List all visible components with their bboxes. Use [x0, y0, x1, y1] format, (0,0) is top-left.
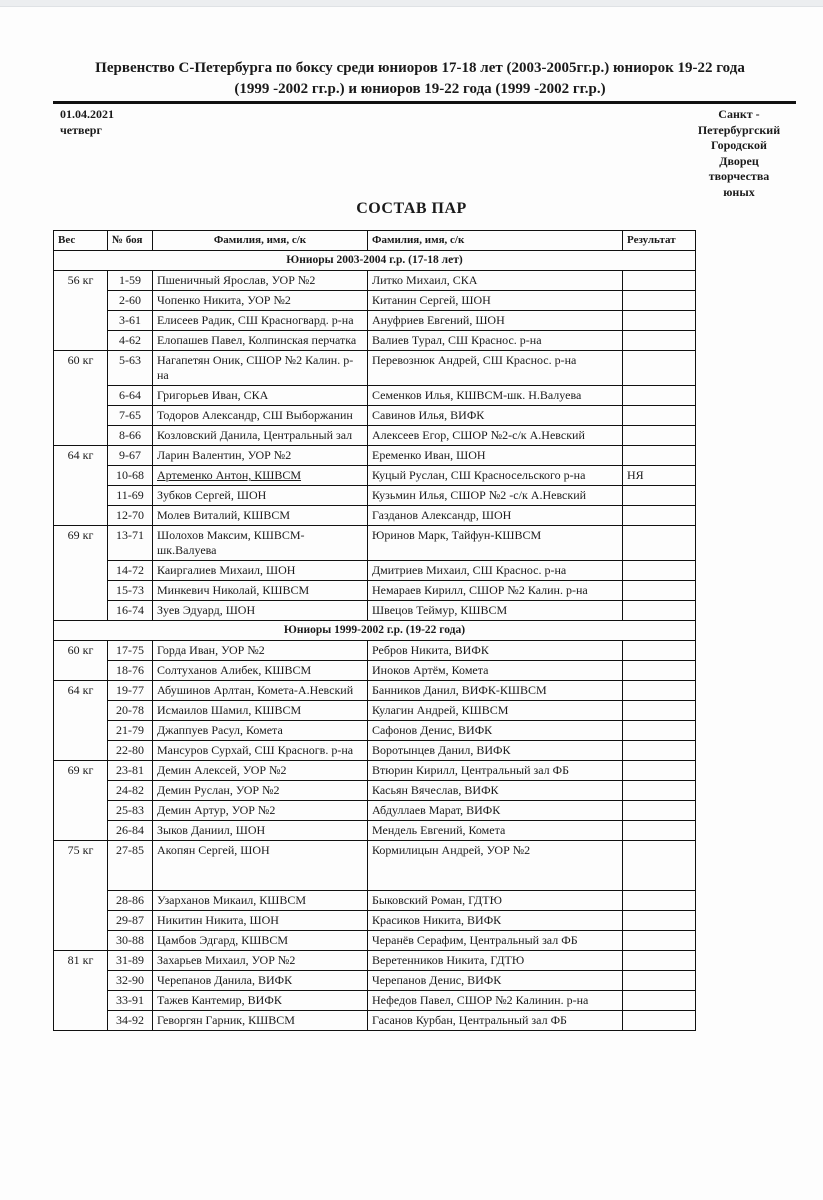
result-cell — [623, 951, 696, 971]
venue-line: Городской — [711, 138, 767, 153]
table-row — [54, 351, 696, 386]
document-title — [30, 58, 810, 100]
fighter-2-cell: Красиков Никита, ВИФК — [368, 911, 623, 931]
table-row — [54, 581, 696, 601]
table-row — [54, 741, 696, 761]
table-row — [54, 761, 696, 781]
bout-number-cell: 14-72 — [108, 561, 153, 581]
bout-number-cell: 20-78 — [108, 701, 153, 721]
weight-class-cell: 64 кг — [54, 446, 108, 526]
bout-number-cell: 7-65 — [108, 406, 153, 426]
weight-class-cell: 81 кг — [54, 951, 108, 1031]
table-row — [54, 561, 696, 581]
weight-class-cell: 60 кг — [54, 351, 108, 446]
fighter-1-cell: Артеменко Антон, КШВСМ — [153, 466, 368, 486]
result-cell — [623, 911, 696, 931]
result-cell — [623, 601, 696, 621]
table-row — [54, 506, 696, 526]
bout-number-cell: 9-67 — [108, 446, 153, 466]
weight-class-cell: 69 кг — [54, 761, 108, 841]
fighter-2-cell: Немараев Кирилл, СШОР №2 Калин. р-на — [368, 581, 623, 601]
table-row — [54, 486, 696, 506]
bout-number-cell: 30-88 — [108, 931, 153, 951]
pairs-table — [53, 230, 696, 1031]
result-cell — [623, 721, 696, 741]
fighter-1-cell: Нагапетян Оник, СШОР №2 Калин. р-на — [153, 351, 368, 386]
fighter-1-cell: Абушинов Арлтан, Комета-А.Невский — [153, 681, 368, 701]
bout-number-cell: 25-83 — [108, 801, 153, 821]
result-cell — [623, 681, 696, 701]
pairs-heading: СОСТАВ ПАР — [356, 200, 467, 217]
table-row — [54, 971, 696, 991]
weight-class-cell: 69 кг — [54, 526, 108, 621]
venue-line: творчества — [708, 169, 770, 184]
table-row — [54, 801, 696, 821]
fighter-1-cell: Солтуханов Алибек, КШВСМ — [153, 661, 368, 681]
fighter-1-cell: Узарханов Микаил, КШВСМ — [153, 891, 368, 911]
table-row — [54, 951, 696, 971]
fighter-1-cell: Чопенко Никита, УОР №2 — [153, 291, 368, 311]
result-cell — [623, 561, 696, 581]
bout-number-cell: 1-59 — [108, 271, 153, 291]
bout-number-cell: 4-62 — [108, 331, 153, 351]
bout-number-cell: 12-70 — [108, 506, 153, 526]
column-header-result: Результат — [623, 231, 696, 251]
table-row — [54, 661, 696, 681]
bout-number-cell: 6-64 — [108, 386, 153, 406]
result-cell — [623, 761, 696, 781]
result-cell — [623, 801, 696, 821]
venue-line: юных — [723, 184, 755, 199]
fighter-1-cell: Шолохов Максим, КШВСМ-шк.Валуева — [153, 526, 368, 561]
fighter-2-cell: Мендель Евгений, Комета — [368, 821, 623, 841]
table-row — [54, 931, 696, 951]
pairs-table-body — [54, 251, 696, 1031]
result-cell — [623, 641, 696, 661]
fighter-1-cell: Исмаилов Шамил, КШВСМ — [153, 701, 368, 721]
date-block — [60, 106, 114, 138]
bout-number-cell: 29-87 — [108, 911, 153, 931]
bout-number-cell: 15-73 — [108, 581, 153, 601]
header-divider — [53, 101, 796, 104]
table-row — [54, 911, 696, 931]
result-cell — [623, 1011, 696, 1031]
fighter-1-cell: Никитин Никита, ШОН — [153, 911, 368, 931]
bout-number-cell: 33-91 — [108, 991, 153, 1011]
fighter-1-cell: Тажев Кантемир, ВИФК — [153, 991, 368, 1011]
fighter-1-cell: Черепанов Данила, ВИФК — [153, 971, 368, 991]
result-cell — [623, 446, 696, 466]
fighter-2-cell: Куцый Руслан, СШ Красносельского р-на — [368, 466, 623, 486]
bout-number-cell: 23-81 — [108, 761, 153, 781]
table-row — [54, 701, 696, 721]
fighter-2-cell: Перевознюк Андрей, СШ Краснос. р-на — [368, 351, 623, 386]
bout-number-cell: 34-92 — [108, 1011, 153, 1031]
table-row — [54, 426, 696, 446]
fighter-1-cell: Мансуров Сурхай, СШ Красногв. р-на — [153, 741, 368, 761]
result-cell — [623, 271, 696, 291]
result-cell — [623, 351, 696, 386]
fighter-2-cell: Иноков Артём, Комета — [368, 661, 623, 681]
bout-number-cell: 31-89 — [108, 951, 153, 971]
bout-number-cell: 2-60 — [108, 291, 153, 311]
fighter-1-cell: Зубков Сергей, ШОН — [153, 486, 368, 506]
fighter-2-cell: Банников Данил, ВИФК-КШВСМ — [368, 681, 623, 701]
result-cell — [623, 581, 696, 601]
event-date: 01.04.2021 — [60, 107, 114, 121]
result-cell — [623, 841, 696, 891]
table-row — [54, 991, 696, 1011]
fighter-2-cell: Втюрин Кирилл, Центральный зал ФБ — [368, 761, 623, 781]
table-row — [54, 386, 696, 406]
fighter-1-cell: Каиргалиев Михаил, ШОН — [153, 561, 368, 581]
bout-number-cell: 11-69 — [108, 486, 153, 506]
fighter-1-cell: Демин Алексей, УОР №2 — [153, 761, 368, 781]
table-row — [54, 781, 696, 801]
fighter-2-cell: Кормилицын Андрей, УОР №2 — [368, 841, 623, 891]
result-cell — [623, 701, 696, 721]
table-row — [54, 681, 696, 701]
bout-number-cell: 10-68 — [108, 466, 153, 486]
bout-number-cell: 28-86 — [108, 891, 153, 911]
bout-number-cell: 26-84 — [108, 821, 153, 841]
bout-number-cell: 21-79 — [108, 721, 153, 741]
result-cell — [623, 486, 696, 506]
table-row — [54, 721, 696, 741]
bout-number-cell: 8-66 — [108, 426, 153, 446]
result-cell — [623, 406, 696, 426]
fighter-2-cell: Касьян Вячеслав, ВИФК — [368, 781, 623, 801]
weight-class-cell: 64 кг — [54, 681, 108, 761]
fighter-2-cell: Черепанов Денис, ВИФК — [368, 971, 623, 991]
fighter-1-cell: Горда Иван, УОР №2 — [153, 641, 368, 661]
fighter-2-cell: Ребров Никита, ВИФК — [368, 641, 623, 661]
fighter-2-cell: Ануфриев Евгений, ШОН — [368, 311, 623, 331]
fighter-2-cell: Валиев Турал, СШ Краснос. р-на — [368, 331, 623, 351]
bout-number-cell: 3-61 — [108, 311, 153, 331]
fighter-2-cell: Дмитриев Михаил, СШ Краснос. р-на — [368, 561, 623, 581]
fighter-1-cell: Минкевич Николай, КШВСМ — [153, 581, 368, 601]
fighter-1-cell: Зыков Даниил, ШОН — [153, 821, 368, 841]
fighter-1-cell: Геворгян Гарник, КШВСМ — [153, 1011, 368, 1031]
title-line-1: Первенство С-Петербурга по боксу среди юниоров 17-18 лет (2003-2005гг.р.) юниорок 19-22 года — [95, 60, 745, 76]
bout-number-cell: 18-76 — [108, 661, 153, 681]
bout-number-cell: 32-90 — [108, 971, 153, 991]
venue-line: Санкт - — [718, 107, 760, 121]
fighter-1-cell: Тодоров Александр, СШ Выборжанин — [153, 406, 368, 426]
venue-line: Дворец — [719, 153, 759, 168]
column-header-fighter-2: Фамилия, имя, с/к — [368, 231, 623, 251]
fighter-1-cell: Елопашев Павел, Колпинская перчатка — [153, 331, 368, 351]
result-cell — [623, 931, 696, 951]
fighter-2-cell: Литко Михаил, СКА — [368, 271, 623, 291]
fighter-2-cell: Сафонов Денис, ВИФК — [368, 721, 623, 741]
result-cell — [623, 781, 696, 801]
column-header-fighter-1: Фамилия, имя, с/к — [153, 231, 368, 251]
weight-class-cell: 75 кг — [54, 841, 108, 951]
fighter-2-cell: Абдуллаев Марат, ВИФК — [368, 801, 623, 821]
fighter-2-cell: Нефедов Павел, СШОР №2 Калинин. р-на — [368, 991, 623, 1011]
result-cell — [623, 386, 696, 406]
fighter-1-cell: Акопян Сергей, ШОН — [153, 841, 368, 891]
table-row — [54, 446, 696, 466]
group-title: Юниоры 1999-2002 г.р. (19-22 года) — [54, 621, 696, 641]
table-row — [54, 466, 696, 486]
table-row — [54, 291, 696, 311]
fighter-2-cell: Еременко Иван, ШОН — [368, 446, 623, 466]
fighter-2-cell: Алексеев Егор, СШОР №2-с/к А.Невский — [368, 426, 623, 446]
fighter-1-cell: Джаппуев Расул, Комета — [153, 721, 368, 741]
fighter-2-cell: Савинов Илья, ВИФК — [368, 406, 623, 426]
fighter-1-cell: Зуев Эдуард, ШОН — [153, 601, 368, 621]
table-header-row — [54, 231, 696, 251]
fighter-2-cell: Воротынцев Данил, ВИФК — [368, 741, 623, 761]
fighter-2-cell: Газданов Александр, ШОН — [368, 506, 623, 526]
result-cell — [623, 821, 696, 841]
fighter-1-cell: Захарьев Михаил, УОР №2 — [153, 951, 368, 971]
bout-number-cell: 24-82 — [108, 781, 153, 801]
venue-block — [684, 107, 794, 201]
result-cell: НЯ — [623, 466, 696, 486]
weight-class-cell: 60 кг — [54, 641, 108, 681]
fighter-1-cell: Козловский Данила, Центральный зал — [153, 426, 368, 446]
result-cell — [623, 331, 696, 351]
group-title: Юниоры 2003-2004 г.р. (17-18 лет) — [54, 251, 696, 271]
fighter-2-cell: Кулагин Андрей, КШВСМ — [368, 701, 623, 721]
result-cell — [623, 291, 696, 311]
table-row — [54, 641, 696, 661]
group-header-row — [54, 251, 696, 271]
event-weekday: четверг — [60, 123, 102, 137]
result-cell — [623, 506, 696, 526]
result-cell — [623, 971, 696, 991]
fighter-2-cell: Семенков Илья, КШВСМ-шк. Н.Валуева — [368, 386, 623, 406]
fighter-1-cell: Демин Руслан, УОР №2 — [153, 781, 368, 801]
bout-number-cell: 17-75 — [108, 641, 153, 661]
weight-class-cell: 56 кг — [54, 271, 108, 351]
result-cell — [623, 741, 696, 761]
table-row — [54, 1011, 696, 1031]
result-cell — [623, 891, 696, 911]
fighter-1-cell: Молев Виталий, КШВСМ — [153, 506, 368, 526]
fighter-2-cell: Веретенников Никита, ГДТЮ — [368, 951, 623, 971]
bout-number-cell: 5-63 — [108, 351, 153, 386]
bout-number-cell: 22-80 — [108, 741, 153, 761]
column-header-weight: Вес — [54, 231, 108, 251]
fighter-2-cell: Быковский Роман, ГДТЮ — [368, 891, 623, 911]
fighter-1-cell: Пшеничный Ярослав, УОР №2 — [153, 271, 368, 291]
viewer-top-bar — [0, 0, 823, 7]
table-row — [54, 821, 696, 841]
venue-line: Петербургский — [697, 122, 781, 137]
fighter-1-cell: Григорьев Иван, СКА — [153, 386, 368, 406]
fighter-2-cell: Черанёв Серафим, Центральный зал ФБ — [368, 931, 623, 951]
fighter-2-cell: Юринов Марк, Тайфун-КШВСМ — [368, 526, 623, 561]
table-row — [54, 271, 696, 291]
fighter-2-cell: Гасанов Курбан, Центральный зал ФБ — [368, 1011, 623, 1031]
result-cell — [623, 991, 696, 1011]
fighter-2-cell: Китанин Сергей, ШОН — [368, 291, 623, 311]
result-cell — [623, 426, 696, 446]
table-row — [54, 311, 696, 331]
result-cell — [623, 526, 696, 561]
fighter-2-cell: Кузьмин Илья, СШОР №2 -с/к А.Невский — [368, 486, 623, 506]
fighter-1-cell: Цамбов Эдгард, КШВСМ — [153, 931, 368, 951]
fighter-1-cell: Елисеев Радик, СШ Красногвард. р-на — [153, 311, 368, 331]
table-row — [54, 406, 696, 426]
result-cell — [623, 661, 696, 681]
table-row — [54, 841, 696, 891]
column-header-bout-no: № боя — [108, 231, 153, 251]
table-row — [54, 331, 696, 351]
title-line-2: (1999 -2002 гг.р.) и юниоров 19-22 года (1999 -2002 гг.р.) — [234, 81, 606, 97]
fighter-1-cell: Демин Артур, УОР №2 — [153, 801, 368, 821]
bout-number-cell: 16-74 — [108, 601, 153, 621]
table-row — [54, 891, 696, 911]
bout-number-cell: 13-71 — [108, 526, 153, 561]
result-cell — [623, 311, 696, 331]
table-row — [54, 601, 696, 621]
table-row — [54, 526, 696, 561]
fighter-2-cell: Швецов Теймур, КШВСМ — [368, 601, 623, 621]
bout-number-cell: 27-85 — [108, 841, 153, 891]
group-header-row — [54, 621, 696, 641]
fighter-1-cell: Ларин Валентин, УОР №2 — [153, 446, 368, 466]
bout-number-cell: 19-77 — [108, 681, 153, 701]
